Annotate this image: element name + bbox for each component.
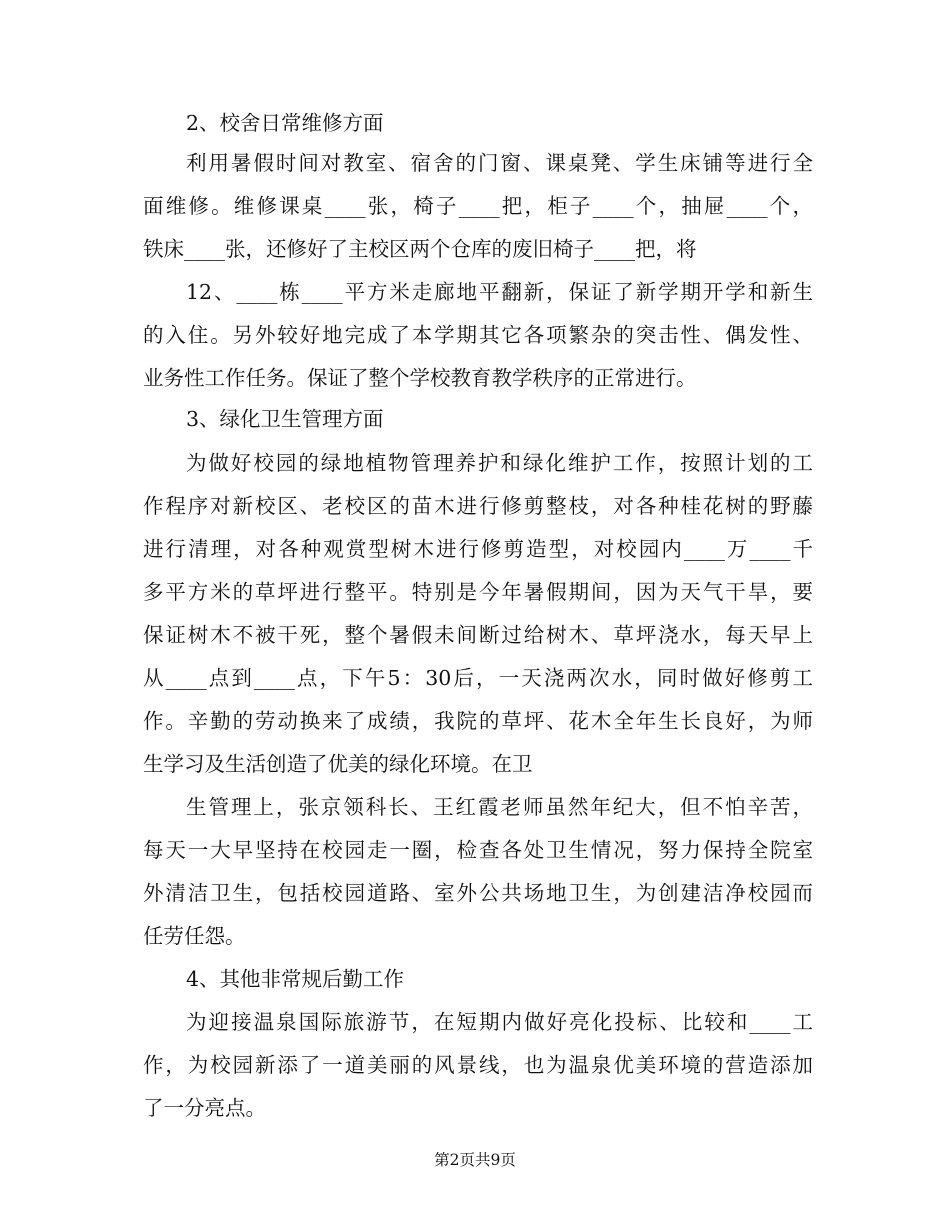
paragraph-line: 任劳任怨。 bbox=[143, 924, 246, 948]
paragraph-line: 从____点到____点，下午5：30后，一天浇两次水，同时做好修剪工 bbox=[143, 666, 813, 690]
paragraph-line: 生学习及生活创造了优美的绿化环境。在卫 bbox=[143, 752, 533, 776]
paragraph-line: 12、____栋____平方米走廊地平翻新，保证了新学期开学和新生 bbox=[186, 280, 813, 304]
section-heading-other-work: 4、其他非常规后勤工作 bbox=[186, 967, 405, 991]
paragraph-line: 利用暑假时间对教室、宿舍的门窗、课桌凳、学生床铺等进行全 bbox=[186, 151, 813, 175]
section-heading-greening: 3、绿化卫生管理方面 bbox=[186, 407, 384, 431]
paragraph-line: 面维修。维修课桌____张，椅子____把，柜子____个，抽屉____个， bbox=[143, 194, 813, 218]
page-number: 第2页共9页 bbox=[434, 1151, 516, 1169]
paragraph-line: 为做好校园的绿地植物管理养护和绿化维护工作，按照计划的工 bbox=[186, 451, 813, 475]
paragraph-line: 保证树木不被干死，整个暑假未间断过给树木、草坪浇水，每天早上 bbox=[143, 623, 813, 647]
paragraph-line: 多平方米的草坪进行整平。特别是今年暑假期间，因为天气干旱，要 bbox=[143, 580, 813, 604]
section-heading-maintenance: 2、校舍日常维修方面 bbox=[186, 111, 384, 135]
paragraph-line: 了一分亮点。 bbox=[143, 1096, 266, 1120]
paragraph-line: 生管理上，张京领科长、王红霞老师虽然年纪大，但不怕辛苦， bbox=[186, 795, 813, 819]
paragraph-line: 每天一大早坚持在校园走一圈，检查各处卫生情况，努力保持全院室 bbox=[143, 838, 813, 862]
paragraph-line: 外清洁卫生，包括校园道路、室外公共场地卫生，为创建洁净校园而 bbox=[143, 881, 813, 905]
paragraph-line: 的入住。另外较好地完成了本学期其它各项繁杂的突击性、偶发性、 bbox=[143, 323, 813, 347]
paragraph-line: 业务性工作任务。保证了整个学校教育教学秩序的正常进行。 bbox=[143, 366, 697, 390]
paragraph-line: 进行清理，对各种观赏型树木进行修剪造型，对校园内____万____千 bbox=[143, 537, 813, 561]
paragraph-line: 作。辛勤的劳动换来了成绩，我院的草坪、花木全年生长良好，为师 bbox=[143, 709, 813, 733]
paragraph-line: 作，为校园新添了一道美丽的风景线，也为温泉优美环境的营造添加 bbox=[143, 1053, 813, 1077]
paragraph-line: 作程序对新校区、老校区的苗木进行修剪整枝，对各种桂花树的野藤 bbox=[143, 494, 813, 518]
paragraph-line: 为迎接温泉国际旅游节，在短期内做好亮化投标、比较和____工 bbox=[186, 1010, 813, 1034]
paragraph-line: 铁床____张，还修好了主校区两个仓库的废旧椅子____把，将 bbox=[143, 237, 697, 261]
